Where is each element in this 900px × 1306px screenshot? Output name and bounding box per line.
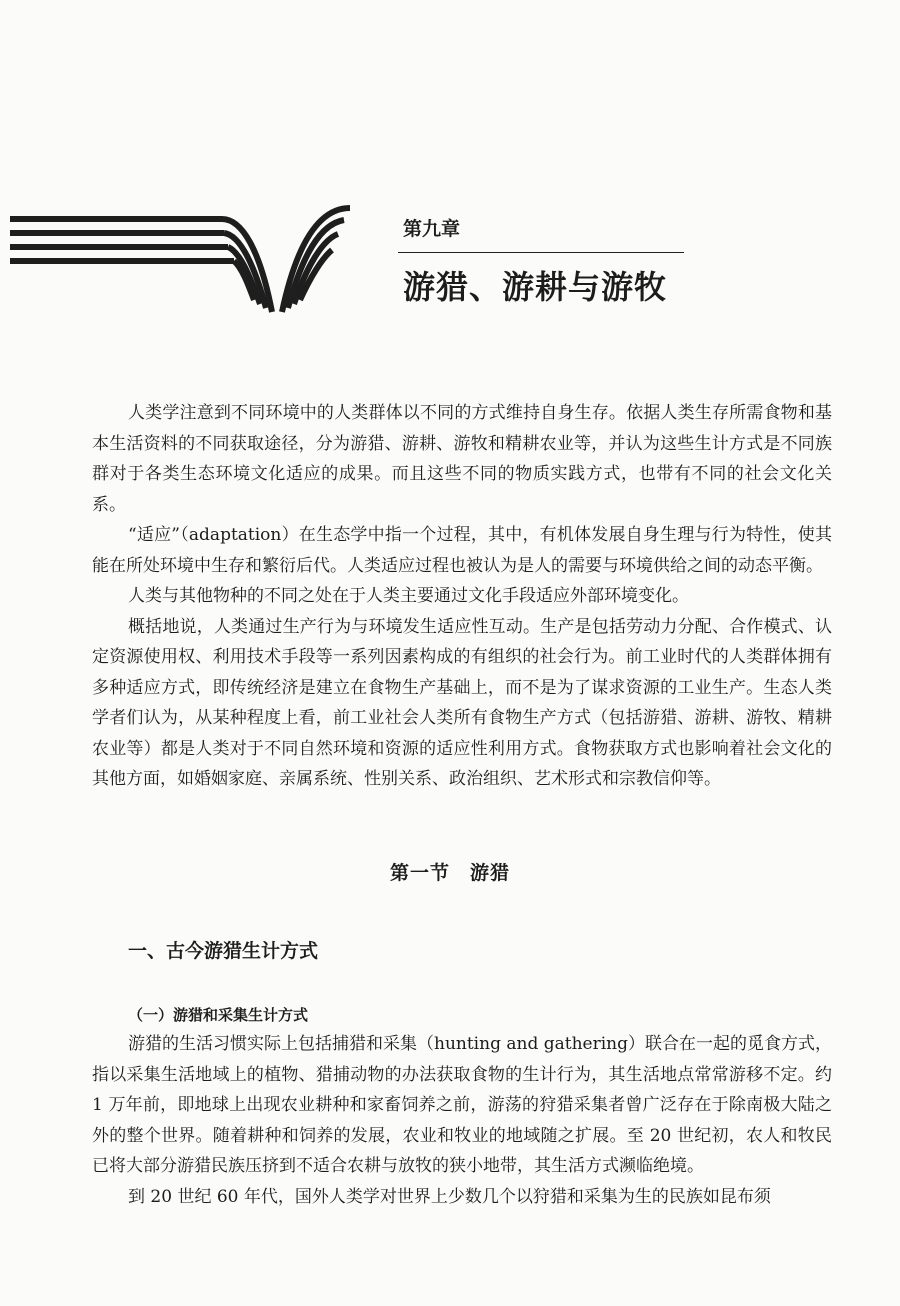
intro-text [92,398,832,795]
chapter-emblem [10,200,390,320]
section-title: 第一节 游猎 [389,862,510,884]
intro-paragraph: 人类与其他物种的不同之处在于人类主要通过文化手段适应外部环境变化。 [128,586,689,606]
chapter-divider [398,252,684,253]
section-body [92,1029,832,1212]
subsubsection-title: （一）游猎和采集生计方式 [128,1006,309,1024]
body-paragraph: 到 20 世纪 60 年代，国外人类学对世界上少数几个以狩猎和采集为生的民族如昆布须 [128,1186,771,1207]
body-paragraph: 游猎的生活习惯实际上包括捕猎和采集（hunting and gathering）联合在一起的觅食方式，指以采集生活地域上的植物、猎捕动物的办法获取食物的生计行为，其生活地点常常游移不定。约 1 万年前，即地球上出现农业耕种和家畜饲养之前，游荡的狩猎采集者曾广泛存在于除南极大陆之外的整个世界。随着耕种和饲养的发展，农业和牧业的地域随之扩展。至 20 世纪初，农人和牧民已将大部分游猎民族压挤到不适合农耕与放牧的狭小地带，其生活方式濒临绝境。 [92,1034,832,1176]
intro-paragraph: 概括地说，人类通过生产行为与环境发生适应性互动。生产是包括劳动力分配、合作模式、认定资源使用权、利用技术手段等一系列因素构成的有组织的社会行为。前工业时代的人类群体拥有多种适应方式，即传统经济是建立在食物生产基础上，而不是为了谋求资源的工业生产。生态人类学者们认为，从某种程度上看，前工业社会人类所有食物生产方式（包括游猎、游耕、游牧、精耕农业等）都是人类对于不同自然环境和资源的适应性利用方式。食物获取方式也影响着社会文化的其他方面，如婚姻家庭、亲属系统、性别关系、政治组织、艺术形式和宗教信仰等。 [92,616,832,789]
subsection-title: 一、古今游猎生计方式 [128,940,319,962]
intro-paragraph: 人类学注意到不同环境中的人类群体以不同的方式维持自身生存。依据人类生存所需食物和基本生活资料的不同获取途径，分为游猎、游耕、游牧和精耕农业等，并认为这些生计方式是不同族群对于各类生态环境文化适应的成果。而且这些不同的物质实践方式，也带有不同的社会文化关系。 [92,403,832,515]
chapter-title: 游猎、游耕与游牧 [403,268,668,306]
chapter-number: 第九章 [403,218,461,240]
intro-paragraph: “适应”（adaptation）在生态学中指一个过程，其中，有机体发展自身生理与行为特性，使其能在所处环境中生存和繁衍后代。人类适应过程也被认为是人的需要与环境供给之间的动态平衡。 [92,525,832,576]
